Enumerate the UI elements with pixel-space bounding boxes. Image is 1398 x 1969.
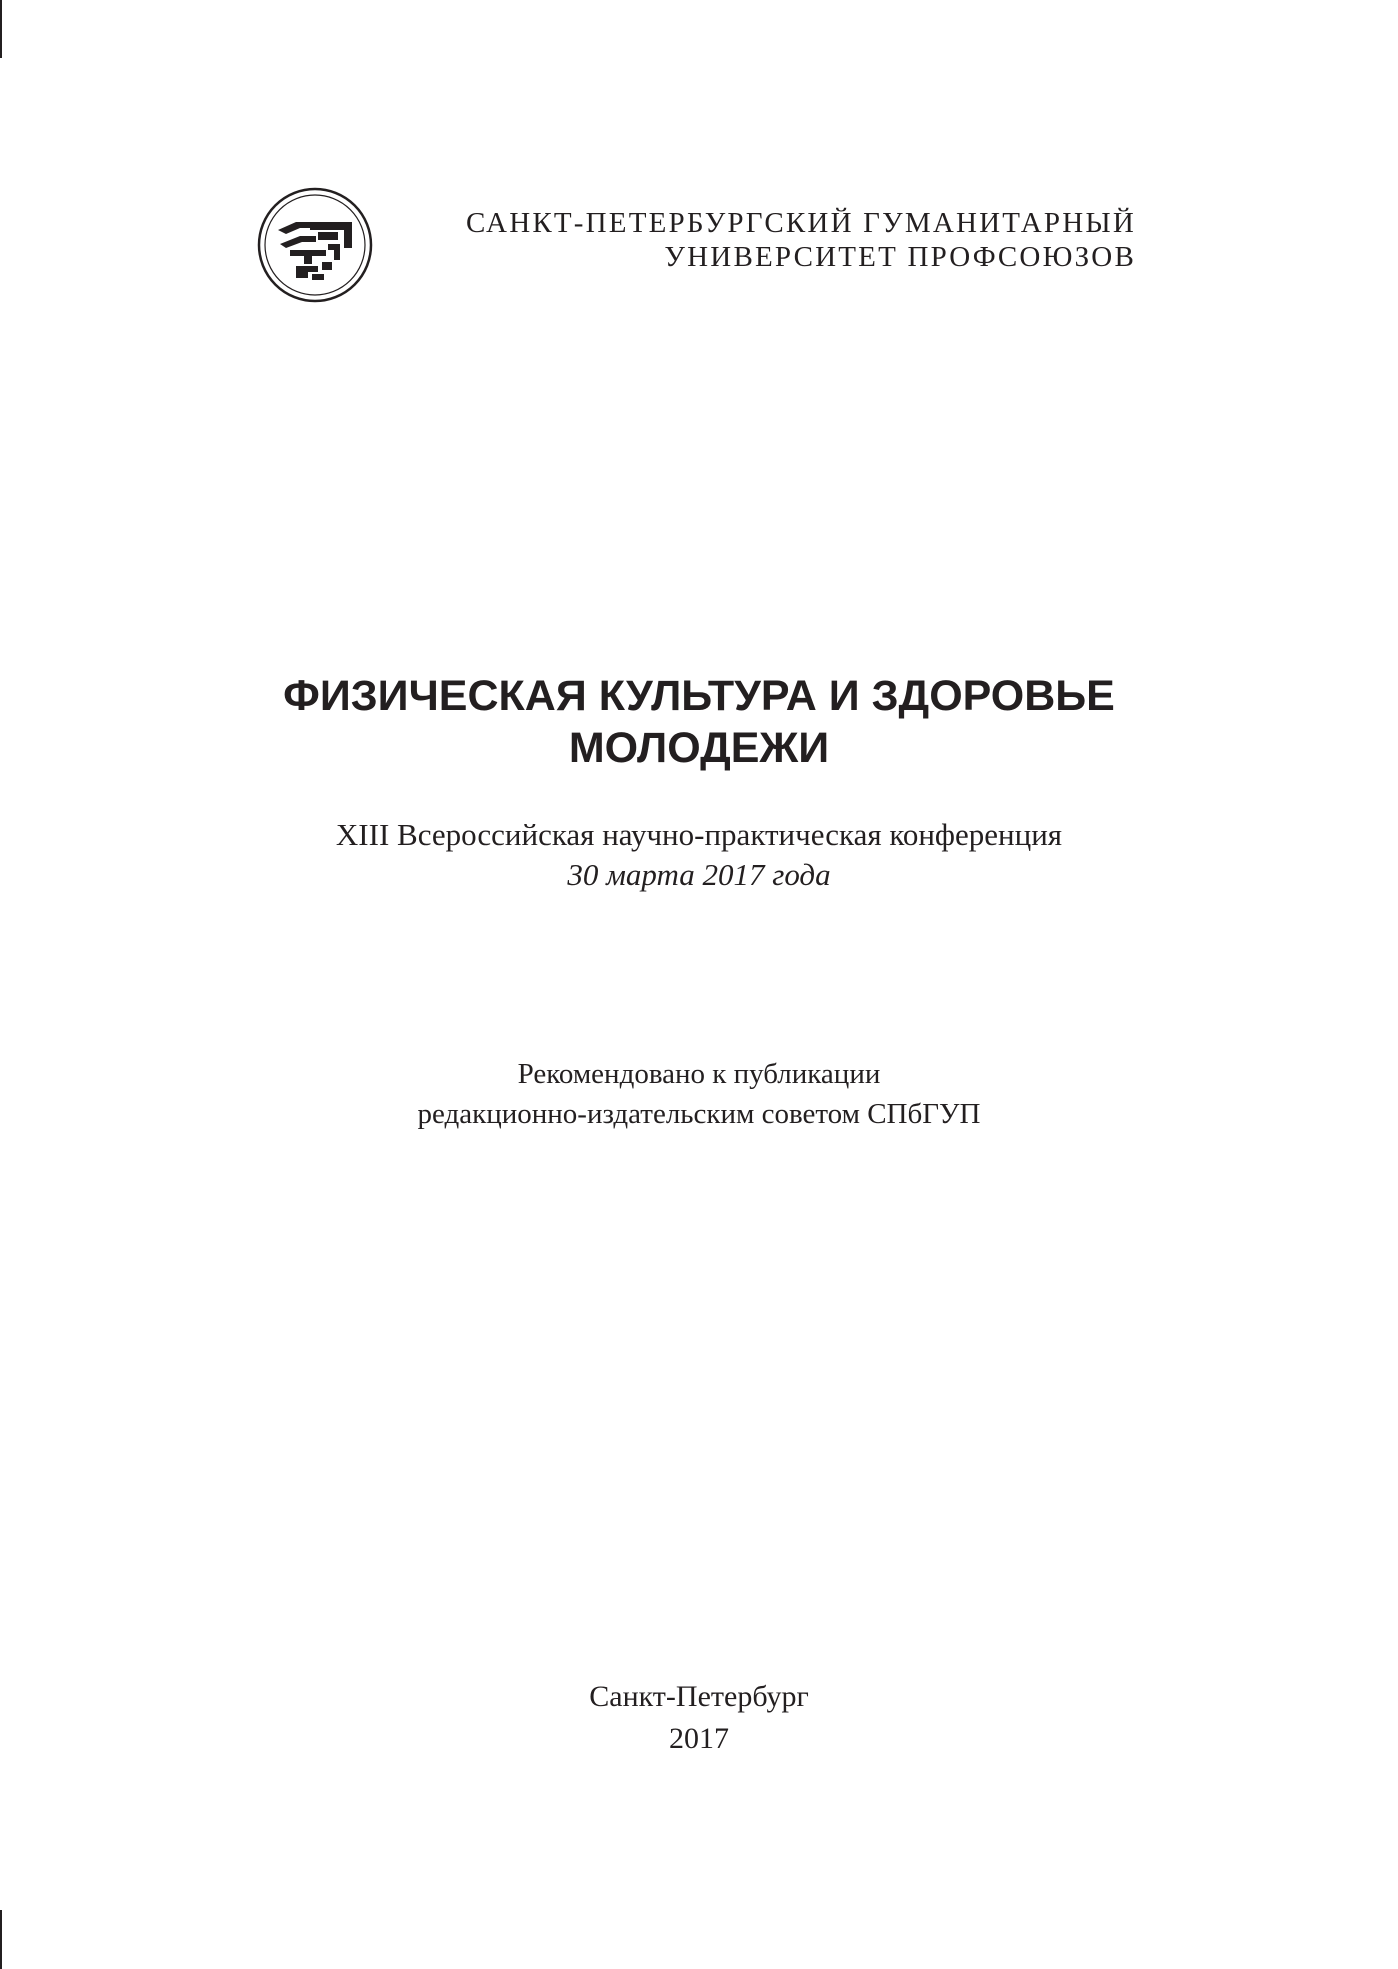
crop-mark-top bbox=[0, 0, 2, 58]
conference-info bbox=[0, 815, 1398, 895]
conference-name: XIII Всероссийская научно-практическая конференция bbox=[335, 817, 1063, 852]
imprint-year: 2017 bbox=[669, 1722, 729, 1755]
document-title bbox=[0, 670, 1398, 774]
university-name bbox=[466, 206, 1136, 274]
document-title-line1: ФИЗИЧЕСКАЯ КУЛЬТУРА И ЗДОРОВЬЕ bbox=[283, 672, 1115, 720]
university-name-line1: САНКТ-ПЕТЕРБУРГСКИЙ ГУМАНИТАРНЫЙ bbox=[465, 207, 1136, 239]
imprint bbox=[0, 1676, 1398, 1760]
conference-date: 30 марта 2017 года bbox=[567, 857, 831, 892]
recommendation-line1: Рекомендовано к публикации bbox=[517, 1058, 881, 1090]
publication-recommendation bbox=[0, 1054, 1398, 1134]
university-emblem-icon bbox=[256, 186, 374, 304]
recommendation-line2: редакционно-издательским советом СПбГУП bbox=[417, 1098, 981, 1130]
document-title-line2: МОЛОДЕЖИ bbox=[568, 724, 830, 772]
publisher-header bbox=[256, 186, 1136, 304]
imprint-city: Санкт-Петербург bbox=[589, 1680, 809, 1713]
crop-mark-bottom bbox=[0, 1910, 2, 1969]
university-name-line2: УНИВЕРСИТЕТ ПРОФСОЮЗОВ bbox=[664, 241, 1136, 273]
